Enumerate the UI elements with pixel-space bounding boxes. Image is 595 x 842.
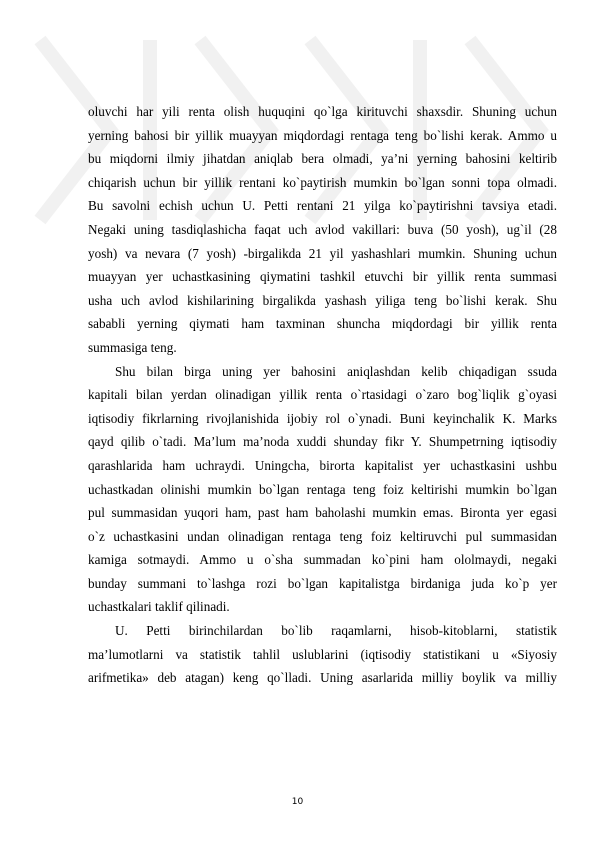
text-line: sababli yerning qiymati ham taxminan shuncha miqdordagi bir yillik renta <box>88 316 557 332</box>
text-line: qayd qilib o`tadi. Ma’lum ma’noda xuddi shunday fikr Y. Shumpetrning iqtisodiy <box>88 434 557 450</box>
paragraph-1 <box>88 100 557 360</box>
text-line: usha uch avlod kishilarining birgalikda yashash yiliga teng bo`lishi kerak. Shu <box>88 292 557 308</box>
text-line: yerning bahosi bir yillik muayyan miqdordagi rentaga teng bo`lishi kerak. Ammo u <box>88 127 557 143</box>
text-line: uchastkalari taklif qilinadi. <box>88 599 230 615</box>
text-line: iqtisodiy fikrlarning rivojlanishida ijobiy rol o`ynadi. Buni keyinchalik K. Marks <box>88 410 557 426</box>
text-line: Shu bilan birga uning yer bahosini aniqlashdan kelib chiqadigan ssuda <box>115 363 557 379</box>
text-line: o`z uchastkasini undan olinadigan rentaga teng foiz keltiruvchi pul summasidan <box>88 528 557 544</box>
text-line: kapitali bilan yerdan olinadigan yillik renta o`rtasidagi o`zaro bog`liqlik g`oyasi <box>88 387 557 403</box>
text-line: muayyan yer uchastkasining qiymatini tashkil etuvchi bir yillik renta summasi <box>88 269 557 285</box>
text-line: qarashlarida ham uchraydi. Uningcha, birorta kapitalist yer uchastkasini ushbu <box>88 457 557 473</box>
text-line: U. Petti birinchilardan bo`lib raqamlarni, hisob-kitoblarni, statistik <box>115 623 557 639</box>
paragraph-2 <box>88 360 557 620</box>
text-line: ma’lumotlarni va statistik tahlil uslublarini (iqtisodiy statistikani u «Siyosiy <box>88 646 557 662</box>
text-line: kamiga sotmaydi. Ammo u o`sha summadan ko`pini ham ololmaydi, negaki <box>88 552 557 568</box>
text-line: arifmetika» deb atagan) keng qo`lladi. Uning asarlarida milliy boylik va milliy <box>88 670 557 686</box>
text-line: chiqarish uchun bir yillik rentani ko`paytirish mumkin bo`lgan sonni topa olmadi. <box>88 174 557 190</box>
text-line: yosh) va nevara (7 yosh) -birgalikda 21 yil yashashlari mumkin. Shuning uchun <box>88 245 557 261</box>
paragraph-3 <box>88 619 557 690</box>
text-line: bunday summani to`lashga rozi bo`lgan kapitalistga birdaniga juda ko`p yer <box>88 575 557 591</box>
document-body <box>88 100 557 690</box>
text-line: oluvchi har yili renta olish huquqini qo`lga kirituvchi shaxsdir. Shuning uchun <box>88 104 557 119</box>
text-line: Negaki uning tasdiqlashicha faqat uch avlod vakillari: buva (50 yosh), ug`il (28 <box>88 221 557 237</box>
text-line: pul summasidan yuqori ham, past ham baholashi mumkin emas. Bironta yer egasi <box>88 505 557 521</box>
page-number: 10 <box>291 797 304 807</box>
text-line: uchastkadan olinishi mumkin bo`lgan rentaga teng foiz keltirishi mumkin bo`lgan <box>88 481 557 497</box>
text-line: bu miqdorni ilmiy jihatdan aniqlab bera olmadi, ya’ni yerning bahosini keltirib <box>88 151 557 167</box>
text-line: summasiga teng. <box>88 339 177 355</box>
text-line: Bu savolni echish uchun U. Petti rentani 21 yilga ko`paytirishni tavsiya etadi. <box>88 198 557 214</box>
